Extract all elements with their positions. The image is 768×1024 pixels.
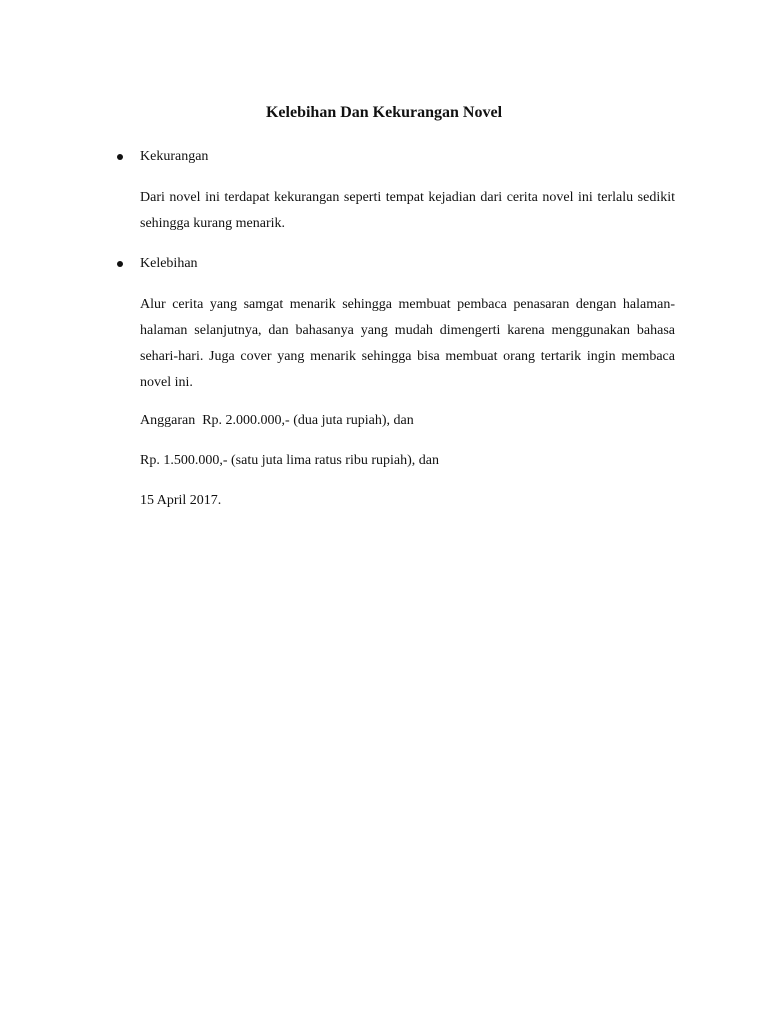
section-heading-kekurangan: Kekurangan [140, 149, 209, 164]
bullet-kekurangan [117, 154, 123, 160]
date-line: 15 April 2017. [140, 493, 222, 508]
section-body-kelebihan: Alur cerita yang samgat menarik sehingga membuat pembaca penasaran dengan halaman-halaman selanjutnya, dan bahasanya yang mudah dimengerti karena menggunakan bahasa sehari-hari. Juga cover yang menarik sehingga bisa membuat orang tertarik ingin membaca novel ini. [140, 297, 675, 390]
budget-line-1: Anggaran Rp. 2.000.000,- (dua juta rupiah), dan [140, 413, 414, 428]
budget-line-2: Rp. 1.500.000,- (satu juta lima ratus ribu rupiah), dan [140, 453, 439, 468]
document-title: Kelebihan Dan Kekurangan Novel [265, 104, 503, 121]
bullet-kelebihan [117, 261, 123, 267]
section-body-kekurangan: Dari novel ini terdapat kekurangan seperti tempat kejadian dari cerita novel ini terlalu sedikit sehingga kurang menarik. [140, 190, 675, 231]
section-heading-kelebihan: Kelebihan [140, 256, 198, 271]
